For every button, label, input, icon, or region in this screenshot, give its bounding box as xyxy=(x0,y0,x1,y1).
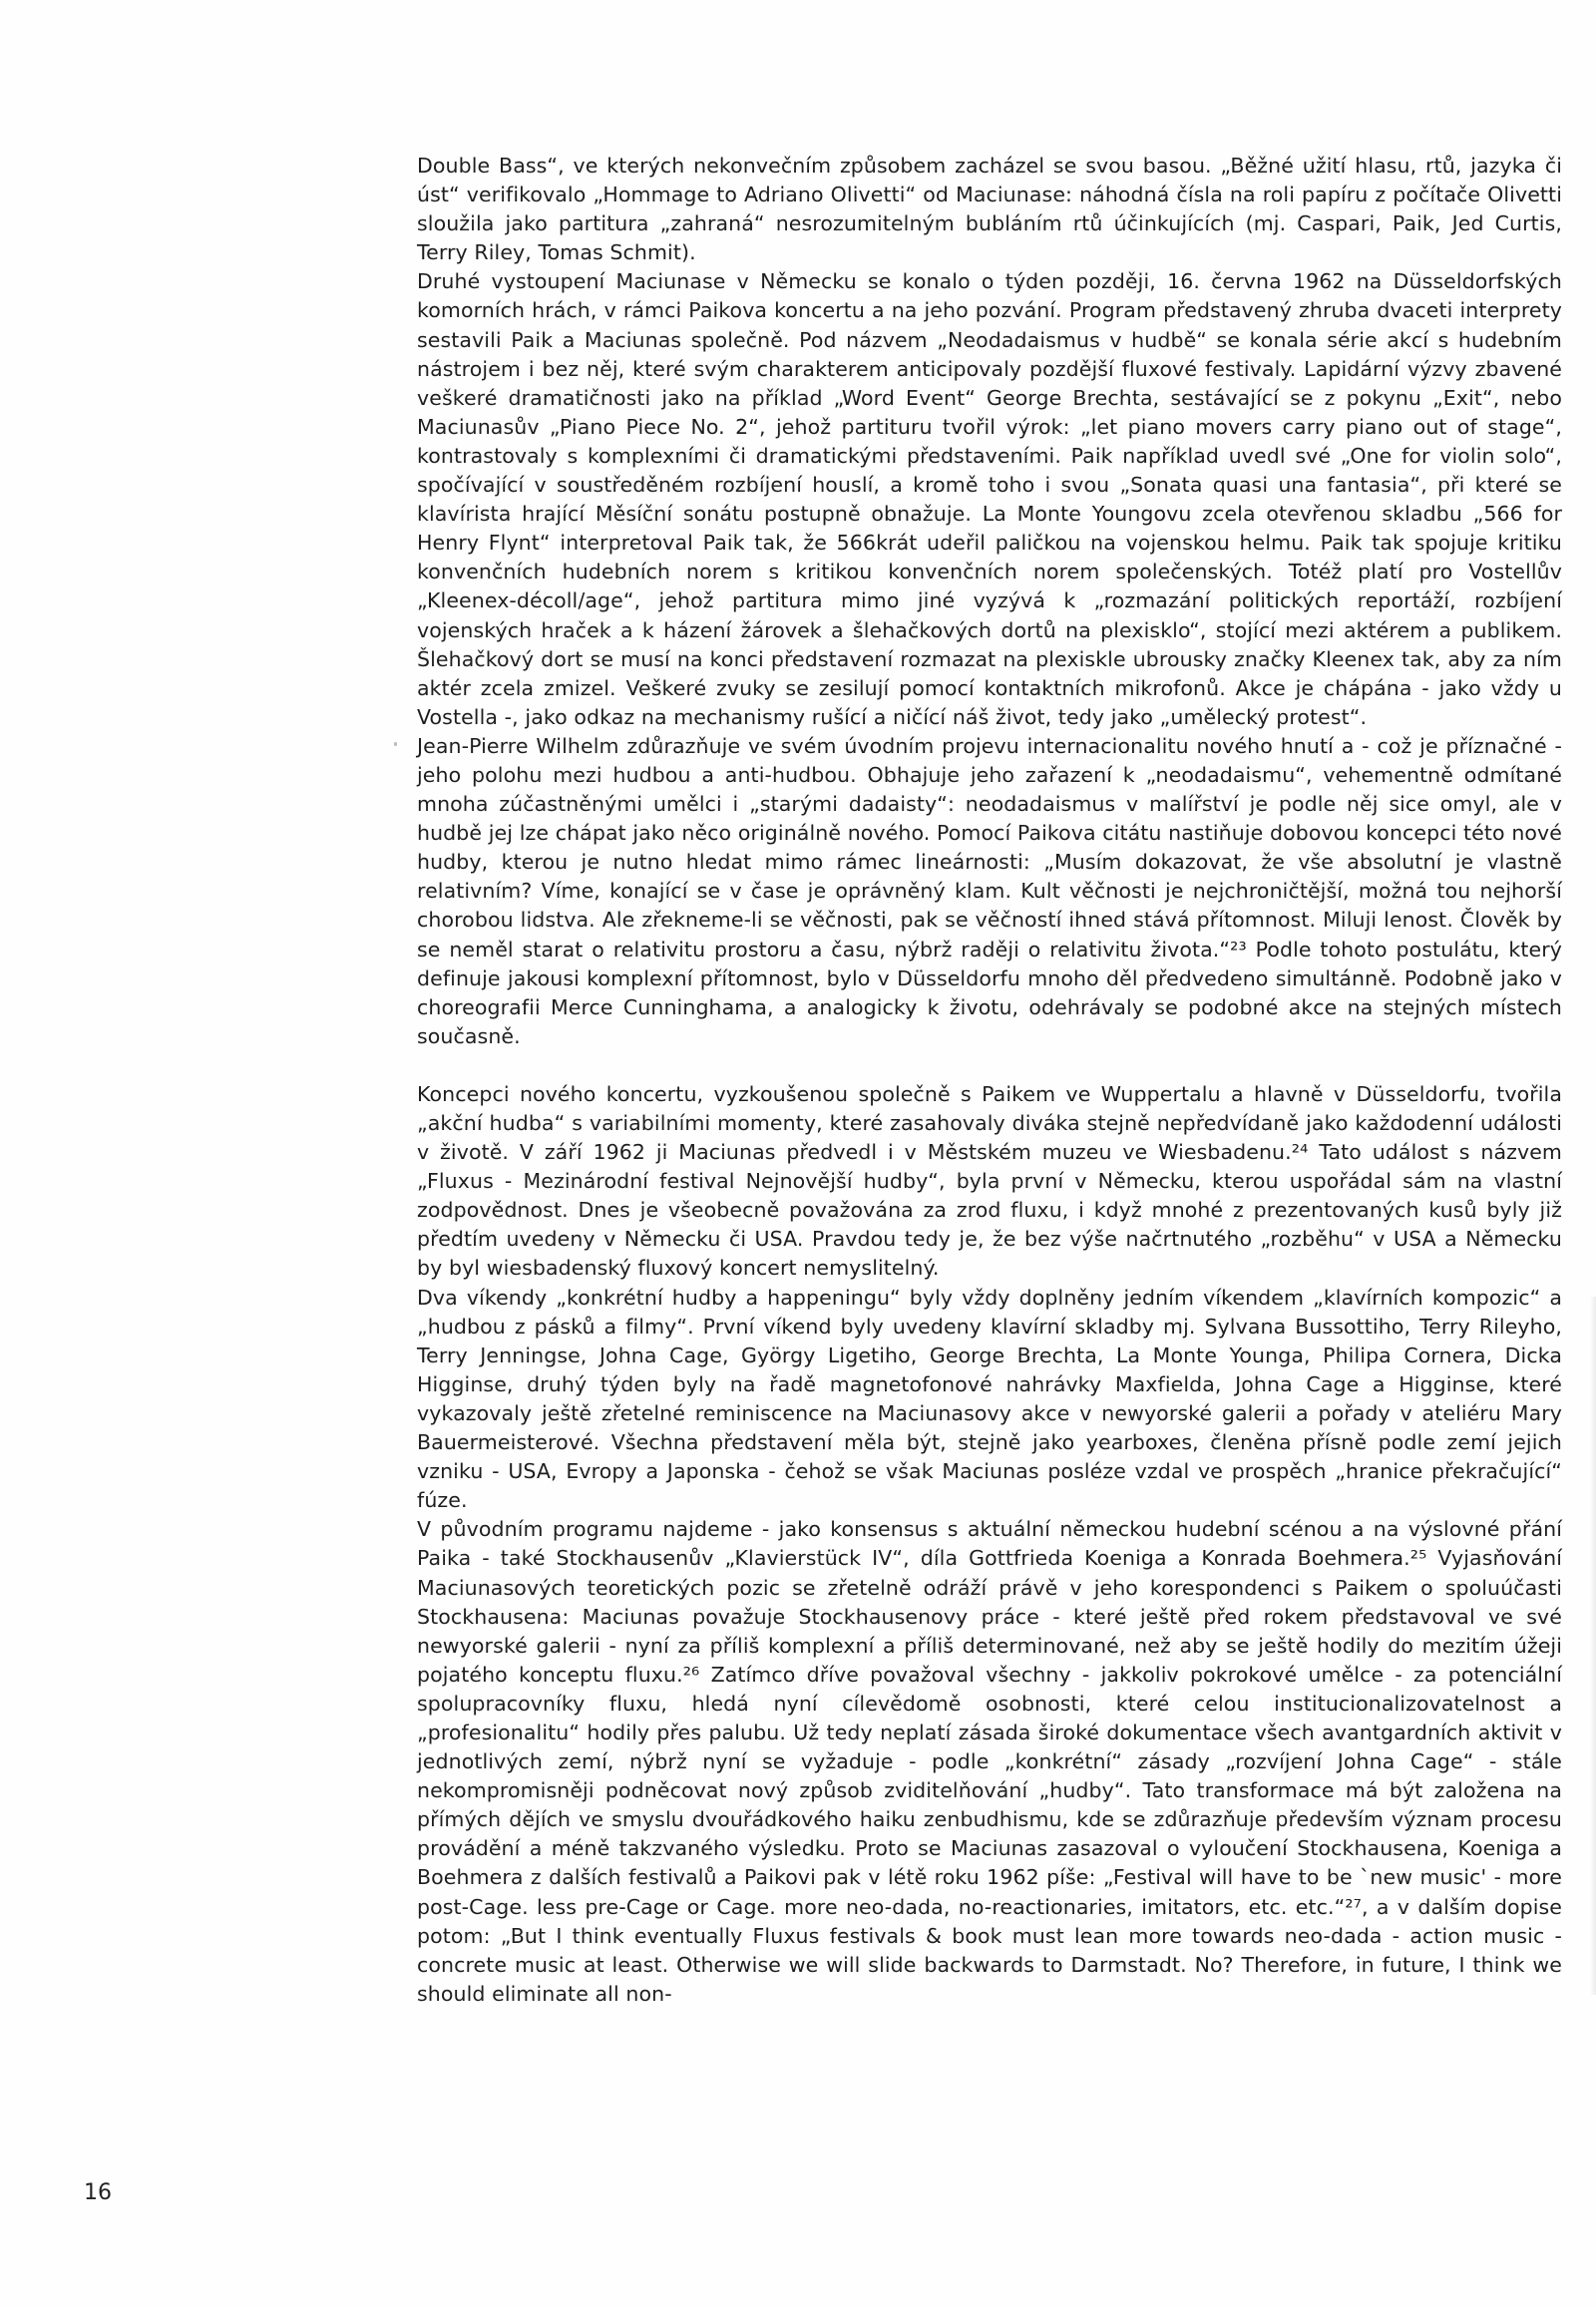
paragraph-1: Double Bass“, ve kterých nekonvečním způsobem zacházel se svou basou. „Běžné užití hlasu, rtů, jazyka či úst“ verifikovalo „Hommage to Adriano Olivetti“ od Maciunase: náhodná čísla na roli papíru z počítače Olivetti sloužila jako partitura „zahraná“ nesrozumitelným bubláním rtů účinkujících (mj. Caspari, Paik, Jed Curtis, Terry Riley, Tomas Schmit). xyxy=(417,154,1562,265)
paragraph-5: Dva víkendy „konkrétní hudby a happeningu“ byly vždy doplněny jedním víkendem „klavírních kompozic“ a „hudbou z pásků a filmy“. První víkend byly uvedeny klavírní skladby mj. Sylvana Bussottiho, Terry Rileyho, Terry Jenningse, Johna Cage, György Ligetiho, George Brechta, La Monte Younga, Philipa Cornera, Dicka Higginse, druhý týden byly na řadě magnetofonové nahrávky Maxfielda, Johna Cage a Higginse, které vykazovaly ještě zřetelné reminiscence na Maciunasovy akce v newyorské galerii a pořady v ateliéru Mary Bauermeisterové. Všechna představení měla být, stejně jako yearboxes, členěna přísně podle zemí jejich vzniku - USA, Evropy a Japonska - čehož se však Maciunas posléze vzdal ve prospěch „hranice překračující“ fúze. xyxy=(417,1285,1562,1513)
body-text xyxy=(417,152,1562,2009)
page-edge-shadow xyxy=(1590,1297,1596,1995)
paragraph-6: V původním programu najdeme - jako konsensus s aktuální německou hudební scénou a na výslovné přání Paika - také Stockhausenův „Klavierstück IV“, díla Gottfrieda Koeniga a Konrada Boehmera.²⁵ Vyjasňování Maciunasových teoretických pozic se zřetelně odráží právě v jeho korespondenci s Paikem o spoluúčasti Stockhausena: Maciunas považuje Stockhausenovy práce - které ještě před rokem představoval ve své newyorské galerii - nyní za příliš komplexní a příliš determinované, než aby se ještě hodily do mezitím úžeji pojatého konceptu fluxu.²⁶ Zatímco dříve považoval všechny - jakkoliv pokrokové umělce - za potenciální spolupracovníky fluxu, hledá nyní cílevědomě osobnosti, které celou institucionalizovatelnost a „profesionalitu“ hodily přes palubu. Už tedy neplatí zásada široké dokumentace všech avantgardních aktivit v jednotlivých zemí, nýbrž nyní se vyžaduje - podle „konkrétní“ zásady „rozvíjení Johna Cage“ - stále nekompromisněji podněcovat nový způsob zviditelňování „hudby“. Tato transformace má být založena na přímých dějích ve smyslu dvouřádkového haiku zenbudhismu, kde se zdůrazňuje především význam procesu provádění a méně takzvaného výsledku. Proto se Maciunas zasazoval o vyloučení Stockhausena, Koeniga a Boehmera z dalších festivalů a Paikovi pak v létě roku 1962 píše: „Festival will have to be `new music' - more post-Cage. less pre-Cage or Cage. more neo-dada, no-reactionaries, imitators, etc. etc.“²⁷, a v dalším dopise potom: „But I think eventually Fluxus festivals & book must lean more towards neo-dada - action music - concrete music at least. Otherwise we will slide backwards to Darmstadt. No? Therefore, in future, I think we should eliminate all non- xyxy=(417,1517,1562,2006)
paragraph-2: Druhé vystoupení Maciunase v Německu se konalo o týden později, 16. června 1962 na Düsseldorfských komorních hrách, v rámci Paikova koncertu a na jeho pozvání. Program představený zhruba dvaceti interprety sestavili Paik a Maciunas společně. Pod názvem „Neodadaismus v hudbě“ se konala série akcí s hudebním nástrojem i bez něj, které svým charakterem anticipovaly pozdější fluxové festivaly. Lapidární výzvy zbavené veškeré dramatičnosti jako na příklad „Word Event“ George Brechta, sestávající se z pokynu „Exit“, nebo Maciunasův „Piano Piece No. 2“, jehož partituru tvořil výrok: „let piano movers carry piano out of stage“, kontrastovaly s komplexními či dramatickými představeními. Paik například uvedl své „One for violin solo“, spočívající v soustředěném rozbíjení houslí, a kromě toho i svou „Sonata quasi una fantasia“, při které se klavírista hrající Měsíční sonátu postupně obnažuje. La Monte Youngovu zcela otevřenou skladbu „566 for Henry Flynt“ interpretoval Paik tak, že 566krát udeřil paličkou na vojenskou helmu. Paik tak spojuje kritiku konvenčních hudebních norem s kritikou konvenčních norem společenských. Totéž platí pro Vostellův „Kleenex-décoll/age“, jehož partitura mimo jiné vyzývá k „rozmazání politických reportáží, rozbíjení vojenských hraček a k házení žárovek a šlehačkových dortů na plexisklo“, stojící mezi aktérem a publikem. Šlehačkový dort se musí na konci představení rozmazat na plexiskle ubrousky značky Kleenex tak, aby za ním aktér zcela zmizel. Veškeré zvuky se zesilují pomocí kontaktních mikrofonů. Akce je chápána - jako vždy u Vostella -, jako odkaz na mechanismy rušící a ničící náš život, tedy jako „umělecký protest“. xyxy=(417,269,1562,729)
paragraph-3: Jean-Pierre Wilhelm zdůrazňuje ve svém úvodním projevu internacionalitu nového hnutí a - což je příznačné - jeho polohu mezi hudbou a anti-hudbou. Obhajuje jeho zařazení k „neodadaismu“, vehementně odmítané mnoha zúčastněnými umělci i „starými dadaisty“: neodadaismus v malířství je podle něj sice omyl, ale v hudbě jej lze chápat jako něco originálně nového. Pomocí Paikova citátu nastiňuje dobovou koncepci této nové hudby, kterou je nutno hledat mimo rámec lineárnosti: „Musím dokazovat, že vše absolutní je vlastně relativním? Víme, konající se v čase je oprávněný klam. Kult věčnosti je nejchroničtější, možná tou nejhorší chorobou lidstva. Ale zřekneme-li se věčnosti, pak se věčností ihned stává přítomnost. Miluji lenost. Člověk by se neměl starat o relativitu prostoru a času, nýbrž raději o relativitu života.“²³ Podle tohoto postulátu, který definuje jakousi komplexní přítomnost, bylo v Düsseldorfu mnoho děl předvedeno simultánně. Podobně jako v choreografii Merce Cunninghama, a analogicky k životu, odehrávaly se podobné akce na stejných místech současně. xyxy=(417,733,1562,1048)
page-number: 16 xyxy=(84,2180,112,2205)
paragraph-4: Koncepci nového koncertu, vyzkoušenou společně s Paikem ve Wuppertalu a hlavně v Düsseldorfu, tvořila „akční hudba“ s variabilními momenty, které zasahovaly diváka stejně nepředvídaně jako každodenní události v životě. V září 1962 ji Maciunas předvedl i v Městském muzeu ve Wiesbadenu.²⁴ Tato událost s názvem „Fluxus - Mezinárodní festival Nejnovější hudby“, byla první v Německu, kterou uspořádal sám na vlastní zodpovědnost. Dnes je všeobecně považována za zrod fluxu, i když mnohé z prezentovaných kusů byly již předtím uvedeny v Německu či USA. Pravdou tedy je, že bez výše načrtnutého „rozběhu“ v USA a Německu by byl wiesbadenský fluxový koncert nemyslitelný. xyxy=(417,1081,1562,1281)
margin-speck xyxy=(394,742,397,746)
